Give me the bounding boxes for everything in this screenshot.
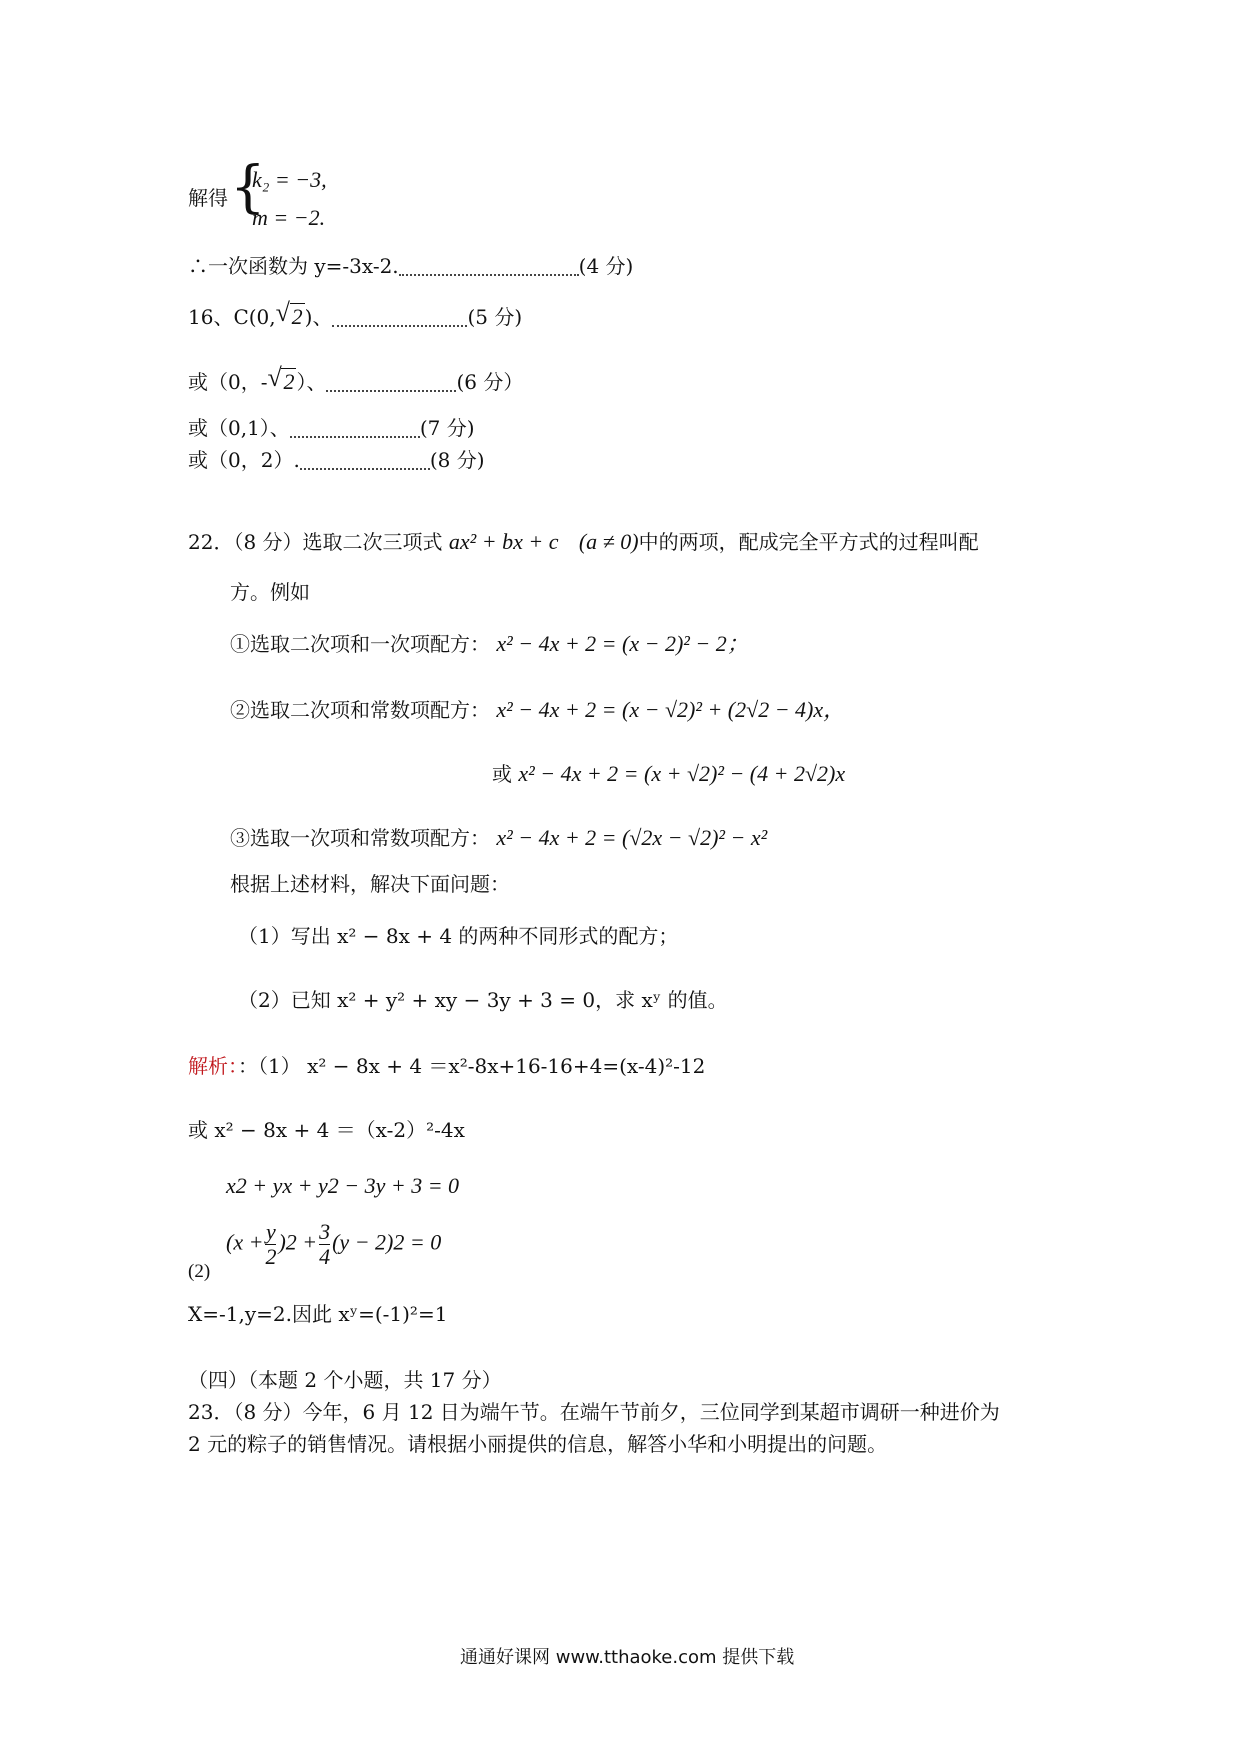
equation-k2: k₂ = −3, [252,167,327,192]
analysis-label: 解析： [188,1054,238,1078]
example-3-expr: x² − 4x + 2 = (√2x − √2)² − x² [496,825,768,850]
leader-dots [300,454,430,470]
alt-prefix: 或 [492,762,512,786]
example-1 [230,632,749,656]
linear-function-conclusion [188,254,633,278]
point-prefix: 或（0，- [188,370,268,394]
q22-intro-line [188,530,979,554]
point-suffix: ）、 [296,370,327,394]
conclusion-text: ∴一次函数为 y=-3x-2. [188,254,399,278]
example-3-label: ③选取一次项和常数项配方： [230,826,490,850]
problem-2: （2）已知 x² + y² + xy − 3y + 3 = 0，求 xʸ 的值。 [238,988,728,1012]
example-2 [230,698,845,722]
answer-equation-2 [226,1220,441,1269]
left-brace: { [230,155,266,220]
answer-equation-1: x2 + yx + y2 − 3y + 3 = 0 [226,1173,460,1198]
sol16-line-3 [188,416,475,440]
section-4-heading: （四）（本题 2 个小题，共 17 分） [188,1368,502,1392]
example-1-label: ①选取二次项和一次项配方： [230,632,490,656]
q23-line-2: 2 元的粽子的销售情况。请根据小丽提供的信息，解答小华和小明提出的问题。 [188,1432,888,1456]
example-2-label: ②选取二次项和常数项配方： [230,698,490,722]
part-2-number: (2) [188,1261,211,1282]
sqrt-2: √ 2 [276,305,305,329]
equation-m: m = −2. [252,205,326,230]
basis-text: 根据上述材料，解决下面问题： [230,872,510,896]
leader-dots [399,260,579,276]
quadratic-trinomial: ax² + bx + c [448,529,559,554]
fraction-3-over-4: $\frac{3}{4}$ [319,1219,331,1269]
q23-line-1: 23．（8 分）今年，6 月 12 日为端午节。在端午节前夕，三位同学到某超市调研一种进价为 [188,1400,1000,1424]
answer-line-1 [188,1054,705,1078]
score: (5 分) [467,305,523,329]
leader-dots [290,422,420,438]
sol16-line-4 [188,448,485,472]
q22-intro-b: 中的两项，配成完全平方式的过程叫配 [638,530,979,554]
sqrt-2: √ 2 [267,370,296,394]
leader-dots [326,376,456,392]
answer-part-1: ：（1） x² − 8x + 4 ＝x²-8x+16-16+4=(x-4)²-12 [238,1054,706,1078]
score: (7 分) [419,416,475,440]
point-text: 或（0,1）、 [188,416,290,440]
score: (6 分） [456,370,524,394]
jiede-label: 解得 [188,186,228,210]
score: (8 分) [429,448,485,472]
answer-line-2: 或 x² − 8x + 4 ＝（x-2）²-4x [188,1118,465,1142]
problem-1: （1）写出 x² − 8x + 4 的两种不同形式的配方； [238,924,679,948]
eq2-part-b: )2 + [278,1229,318,1255]
example-2-alt [492,762,845,786]
point-prefix: 16、C(0, [188,305,276,329]
eq2-part-c: (y − 2)2 = 0 [332,1229,442,1255]
q22-intro-cont: 方。例如 [230,580,310,604]
example-1-expr: x² − 4x + 2 = (x − 2)² − 2； [496,631,749,656]
leader-dots [332,311,467,327]
q22-intro-a: 22．（8 分）选取二次三项式 [188,530,443,554]
fraction-y-over-2: $\frac{y}{2}$ [265,1219,277,1269]
answer-line-5: X=-1,y=2.因此 xʸ=(-1)²=1 [188,1302,448,1326]
nonzero-condition: (a ≠ 0) [578,529,639,554]
example-3 [230,826,767,850]
point-suffix: )、 [304,305,333,329]
point-text: 或（0，2）. [188,448,300,472]
score: (4 分) [578,254,634,278]
sol16-line-1 [188,305,522,329]
footer-credit: 通通好课网 www.tthaoke.com 提供下载 [460,1647,795,1668]
example-2-expr: x² − 4x + 2 = (x − √2)² + (2√2 − 4)x， [496,697,846,722]
sol16-line-2 [188,370,523,394]
example-2-alt-expr: x² − 4x + 2 = (x + √2)² − (4 + 2√2)x [518,761,846,786]
eq2-part-a: (x + [226,1229,264,1255]
